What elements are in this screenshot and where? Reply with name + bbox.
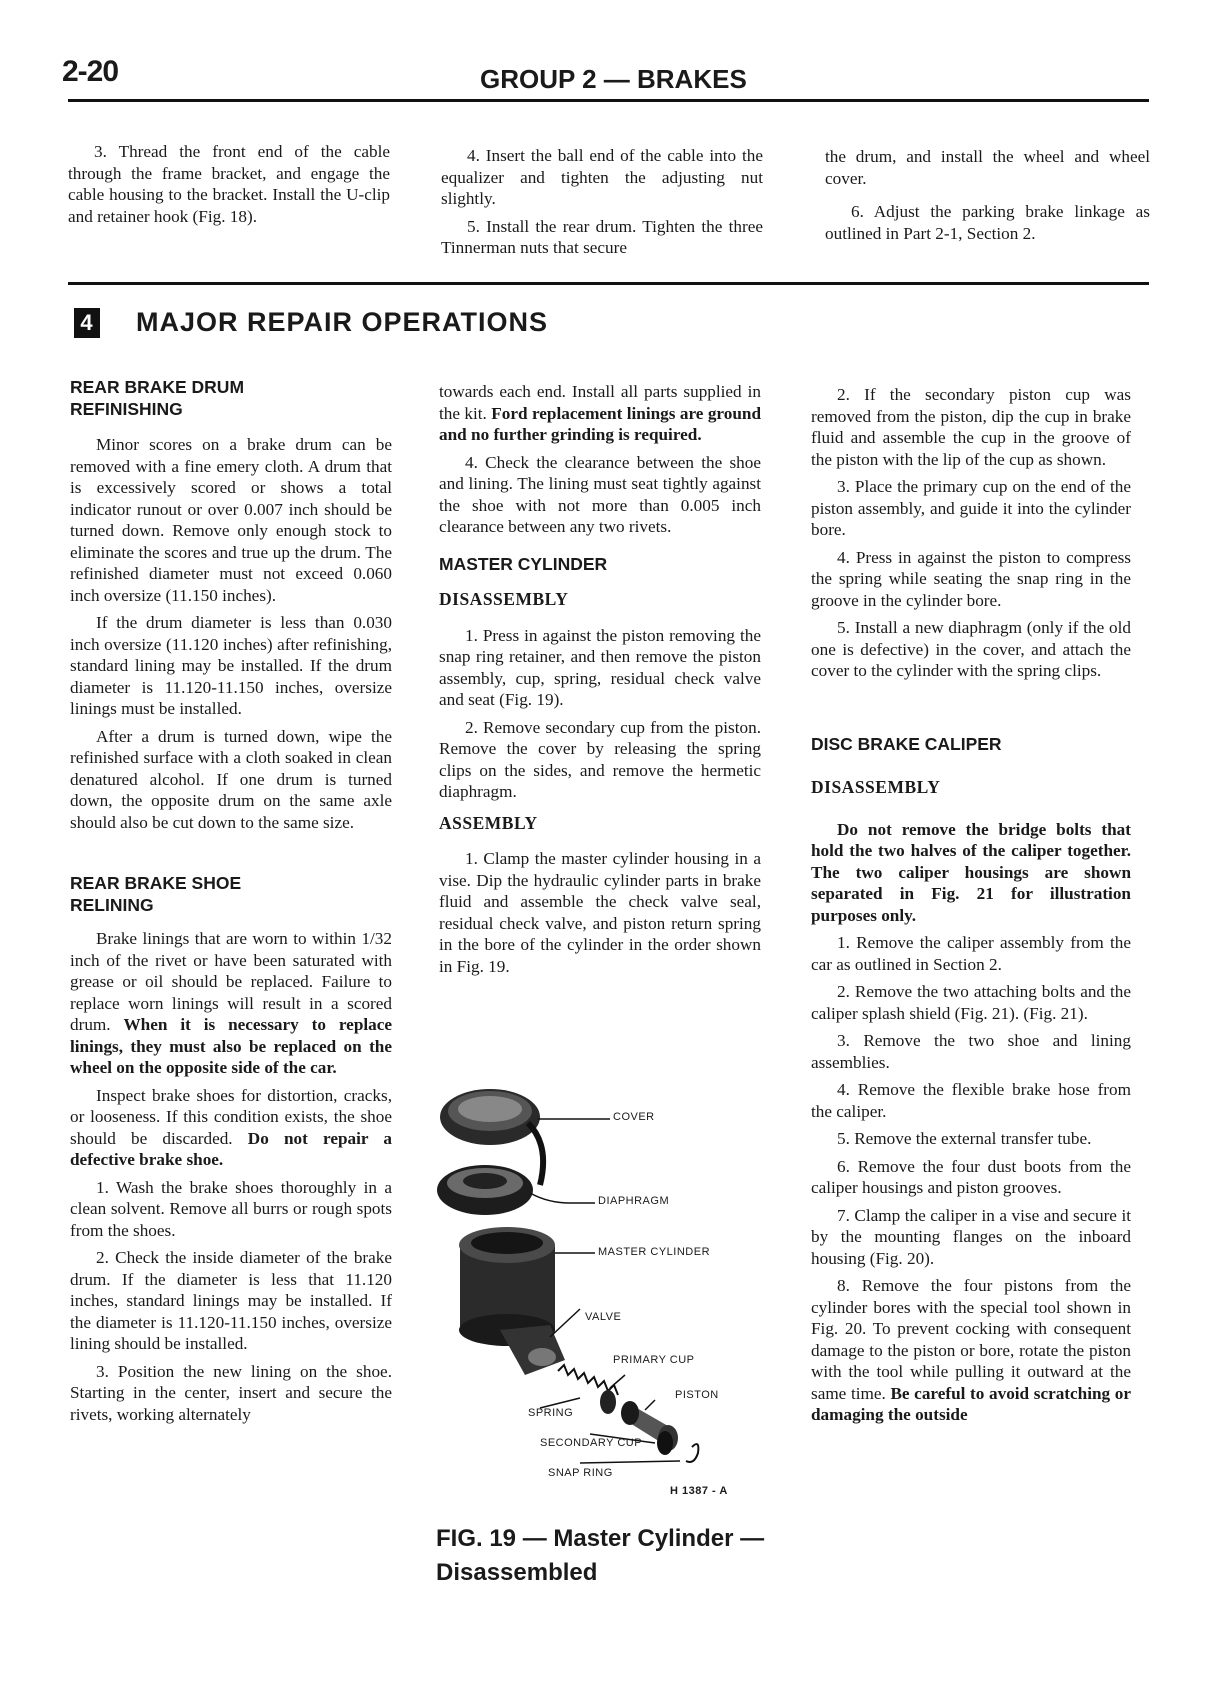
bold-text: When it is necessary to replace linings, they must also be replaced on the wheel on the opposite side of the car. — [70, 1015, 392, 1077]
paragraph: 3. Position the new lining on the shoe. Starting in the center, insert and secure the rivets, working alternately — [70, 1361, 392, 1424]
paragraph: 1. Remove the caliper assembly from the car as outlined in Section 2. — [811, 933, 1131, 974]
subheading-disassembly: DISASSEMBLY — [439, 589, 569, 609]
figure-19 — [430, 1075, 760, 1495]
paragraph: 5. Install the rear drum. Tighten the three Tinnerman nuts that secure — [441, 216, 763, 257]
paragraph: 7. Clamp the caliper in a vise and secure it by the mounting flanges on the inboard housing (Fig. 20). — [811, 1205, 1131, 1268]
subheading-disassembly: DISASSEMBLY — [811, 777, 941, 797]
heading-master-cylinder: MASTER CYLINDER — [439, 553, 608, 574]
paragraph: 1. Wash the brake shoes thoroughly in a clean solvent. Remove all burrs or rough spots from the shoes. — [70, 1177, 392, 1240]
heading-rear-brake-shoe-relining: REAR BRAKE SHOE RELINING — [70, 873, 242, 915]
paragraph: 2. If the secondary piston cup was removed from the piston, dip the cup in brake fluid and assemble the cup in the groove of the piston with the lip of the cup as shown. — [811, 385, 1131, 469]
paragraph: If the drum diameter is less than 0.030 inch oversize (11.120 inches) after refinishing, standard lining may be installed. If the drum diameter is 11.120-11.150 inches, oversize linings must be installed. — [70, 613, 392, 718]
paragraph: Minor scores on a brake drum can be removed with a fine emery cloth. A drum that is excessively scored or shows a total indicator runout or over 0.007 inch should be turned down. Remove only enough stock to eliminate the scores and true up the drum. The refinished diameter must not exceed 0.060 inch oversize (11.150 inches). — [70, 435, 392, 605]
top-column-2 — [441, 145, 763, 265]
label-primary-cup: PRIMARY CUP — [613, 1354, 695, 1366]
paragraph — [70, 1085, 392, 1171]
page-number: 2-20 — [62, 55, 119, 88]
paragraph: the drum, and install the wheel and wheel cover. — [825, 147, 1150, 188]
paragraph: 3. Remove the two shoe and lining assemblies. — [811, 1031, 1131, 1072]
figure-code: H 1387 - A — [670, 1485, 728, 1497]
paragraph — [811, 1275, 1131, 1426]
text: Inspect brake shoes for distortion, cracks, or looseness. If this condition exists, the shoe should be discarded. — [70, 1085, 392, 1148]
section-title: MAJOR REPAIR OPERATIONS — [136, 307, 549, 337]
label-spring: SPRING — [528, 1407, 574, 1419]
top-column-3 — [825, 146, 1150, 250]
master-cylinder-exploded-illustration — [430, 1075, 760, 1495]
diaphragm-part — [437, 1165, 595, 1215]
middle-column — [439, 381, 761, 983]
bold-text: Be careful to avoid scratching or damaging the outside — [811, 1383, 1131, 1424]
text: Brake linings that are worn to within 1/32 inch of the rivet or have been saturated with grease or oil should be replaced. Failure to replace worn linings will result in a scored drum. — [70, 929, 392, 1034]
paragraph: 1. Press in against the piston removing the snap ring retainer, and then remove the piston assembly, cup, spring, residual check valve and seat (Fig. 19). — [439, 625, 761, 709]
page-title: GROUP 2 — BRAKES — [480, 64, 747, 94]
master-cylinder-body — [459, 1227, 595, 1375]
label-snap-ring: SNAP RING — [548, 1467, 613, 1479]
paragraph: 2. Remove secondary cup from the piston. Remove the cover by releasing the spring clips on the sides, and remove the hermetic diaphragm. — [439, 717, 761, 801]
paragraph: After a drum is turned down, wipe the refinished surface with a cloth soaked in clean denatured alcohol. If one drum is turned down, the opposite drum on the same axle should also be cut down to the same size. — [70, 726, 392, 832]
paragraph — [70, 928, 392, 1079]
paragraph: 5. Install a new diaphragm (only if the old one is defective) in the cover, and attach the cover to the cylinder with the spring clips. — [811, 618, 1131, 680]
paragraph: 6. Adjust the parking brake linkage as outlined in Part 2-1, Section 2. — [825, 202, 1150, 243]
section-rule — [68, 282, 1149, 285]
paragraph: 4. Remove the flexible brake hose from the caliper. — [811, 1080, 1131, 1121]
label-valve: VALVE — [585, 1311, 622, 1323]
label-piston: PISTON — [675, 1389, 719, 1401]
subheading-assembly: ASSEMBLY — [439, 812, 538, 833]
paragraph: 2. Remove the two attaching bolts and the caliper splash shield (Fig. 21). (Fig. 21). — [811, 982, 1131, 1023]
text: 8. Remove the four pistons from the cylinder bores with the special tool shown in Fig. 20. To prevent cocking with consequent damage to the piston or bore, rotate the piston with the tool while pulling it outward at the same time. — [811, 1276, 1131, 1403]
left-column — [70, 377, 392, 1431]
label-diaphragm: DIAPHRAGM — [598, 1195, 670, 1207]
bold-text: Do not repair a defective brake shoe. — [70, 1128, 393, 1169]
paragraph: 6. Remove the four dust boots from the caliper housings and piston grooves. — [811, 1156, 1131, 1197]
label-cover: COVER — [613, 1111, 655, 1123]
header-rule — [68, 99, 1149, 102]
section-heading — [74, 307, 548, 338]
bold-text: Ford replacement linings are ground and no further grinding is required. — [439, 403, 762, 444]
heading-disc-brake-caliper: DISC BRAKE CALIPER — [811, 733, 1002, 754]
paragraph-warning: Do not remove the bridge bolts that hold the two halves of the caliper together. The two caliper housings are shown separated in Fig. 21 for illustration purposes only. — [811, 819, 1131, 925]
label-master-cylinder: MASTER CYLINDER — [598, 1246, 711, 1258]
text: towards each end. Install all parts supplied in the kit. — [439, 382, 761, 423]
label-secondary-cup: SECONDARY CUP — [540, 1437, 643, 1449]
paragraph: 1. Clamp the master cylinder housing in a vise. Dip the hydraulic cylinder parts in brake fluid and assemble the check valve seal, residual check valve, and piston return spring in the bore of the cylinder in the order shown in Fig. 19. — [439, 849, 761, 976]
heading-rear-brake-drum-refinishing: REAR BRAKE DRUM REFINISHING — [70, 377, 245, 419]
paragraph: 5. Remove the external transfer tube. — [837, 1129, 1092, 1148]
right-column — [811, 384, 1131, 1432]
section-number-badge: 4 — [74, 308, 100, 338]
paragraph: 2. Check the inside diameter of the brake drum. If the diameter is less that 11.120 inches, standard linings may be installed. If the diameter is 11.120-11.150 inches, oversize lining should be installed. — [70, 1248, 392, 1353]
paragraph: 3. Place the primary cup on the end of the piston assembly, and guide it into the cylinder bore. — [811, 477, 1131, 539]
paragraph — [439, 381, 761, 446]
paragraph: 4. Check the clearance between the shoe and lining. The lining must seat tightly against the shoe with not more than 0.005 inch clearance between any two rivets. — [439, 452, 761, 536]
paragraph: 4. Press in against the piston to compress the spring while seating the snap ring in the groove in the cylinder bore. — [811, 547, 1131, 610]
figure-caption: FIG. 19 — Master Cylinder — Disassembled — [436, 1525, 765, 1586]
paragraph: 3. Thread the front end of the cable through the frame bracket, and engage the cable housing to the bracket. Install the U-clip and retainer hook (Fig. 18). — [68, 142, 390, 226]
paragraph: 4. Insert the ball end of the cable into the equalizer and tighten the adjusting nut slightly. — [441, 146, 763, 208]
top-column-1 — [68, 141, 390, 233]
